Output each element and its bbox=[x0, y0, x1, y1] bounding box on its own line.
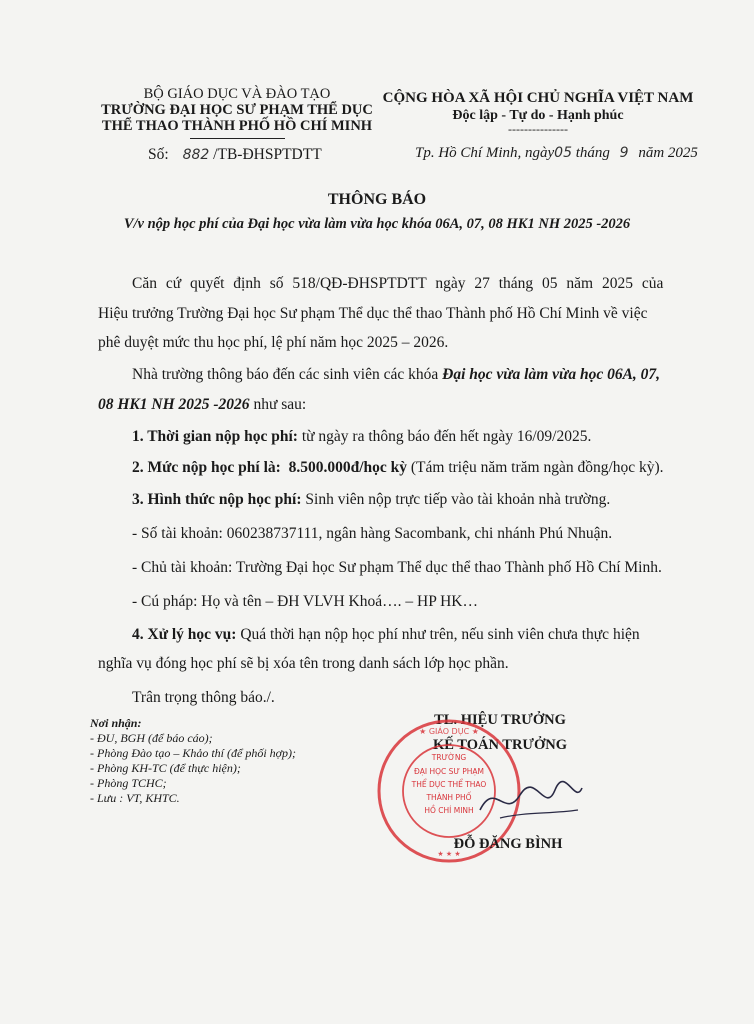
bullet-account-number: - Số tài khoản: 060238737111, ngân hàng Sacombank, chi nhánh Phú Nhuận. bbox=[132, 525, 613, 542]
bullet-syntax: - Cú pháp: Họ và tên – ĐH VLVH Khoá…. – HP HK… bbox=[132, 593, 479, 610]
item2-label: 2. Mức nộp học phí là: bbox=[132, 459, 281, 476]
handwritten-signature bbox=[470, 770, 590, 830]
country-name: CỘNG HÒA XÃ HỘI CHỦ NGHĨA VIỆT NAM bbox=[382, 90, 694, 106]
place-date-prefix: Tp. Hồ Chí Minh, ngày bbox=[415, 145, 555, 161]
number-suffix: /TB-ĐHSPTDTT bbox=[213, 146, 322, 163]
item1-text: từ ngày ra thông báo đến hết ngày 16/09/2025. bbox=[297, 428, 592, 445]
item1 bbox=[132, 428, 591, 446]
item4-line2: nghĩa vụ đóng học phí sẽ bị xóa tên trong danh sách lớp học phần. bbox=[98, 655, 509, 672]
signature-authority: TL. HIỆU TRƯỞNG bbox=[434, 712, 566, 728]
para1-line1: Căn cứ quyết định số 518/QĐ-ĐHSPTDTT ngày 27 tháng 05 năm 2025 của bbox=[132, 275, 664, 292]
item2 bbox=[132, 459, 664, 477]
item1-label: 1. Thời gian nộp học phí: bbox=[132, 428, 298, 445]
date-day: 05 bbox=[554, 145, 572, 161]
para2-line2-plain: như sau: bbox=[249, 396, 307, 413]
para2-line1-plain: Nhà trường thông báo đến các sinh viên các khóa bbox=[132, 366, 443, 383]
recipient-item: - ĐU, BGH (để báo cáo); bbox=[90, 731, 213, 745]
para2-line1-emph: Đại học vừa làm vừa học 06A, 07, bbox=[442, 366, 661, 383]
para1-line3: phê duyệt mức thu học phí, lệ phí năm học 2025 – 2026. bbox=[98, 334, 449, 351]
svg-text:★ ★ ★: ★ ★ ★ bbox=[437, 850, 461, 858]
item3 bbox=[132, 491, 610, 509]
item3-label: 3. Hình thức nộp học phí: bbox=[132, 491, 302, 508]
signatory-name: ĐỖ ĐĂNG BÌNH bbox=[453, 836, 563, 852]
date-year: năm 2025 bbox=[638, 145, 698, 161]
svg-text:HỒ CHÍ MINH: HỒ CHÍ MINH bbox=[424, 806, 474, 815]
number-label: Số: bbox=[148, 146, 169, 163]
para2-line1 bbox=[132, 366, 660, 384]
para1-line2: Hiệu trưởng Trường Đại học Sư phạm Thể dục thể thao Thành phố Hồ Chí Minh về việc bbox=[98, 305, 648, 322]
svg-text:★ GIÁO DỤC ★: ★ GIÁO DỤC ★ bbox=[419, 727, 479, 736]
document-subtitle: V/v nộp học phí của Đại học vừa làm vừa học khóa 06A, 07, 08 HK1 NH 2025 -2026 bbox=[123, 216, 631, 232]
recipients-heading: Nơi nhận: bbox=[90, 716, 142, 730]
motto-rule: --------------- bbox=[508, 122, 568, 136]
item4-text: Quá thời hạn nộp học phí như trên, nếu sinh viên chưa thực hiện bbox=[236, 626, 640, 643]
svg-text:THÀNH PHỐ: THÀNH PHỐ bbox=[426, 793, 472, 802]
item2-text: (Tám triệu năm trăm ngàn đồng/học kỳ). bbox=[407, 459, 664, 476]
closing-line: Trân trọng thông báo./. bbox=[132, 689, 275, 706]
national-motto: Độc lập - Tự do - Hạnh phúc bbox=[452, 108, 624, 123]
recipient-item: - Lưu : VT, KHTC. bbox=[90, 791, 180, 805]
item3-text: Sinh viên nộp trực tiếp vào tài khoản nhà trường. bbox=[301, 491, 611, 508]
signature-title: KẾ TOÁN TRƯỞNG bbox=[432, 737, 568, 753]
item4-line1 bbox=[132, 626, 640, 644]
para2-line2 bbox=[98, 396, 306, 414]
ministry-name: BỘ GIÁO DỤC VÀ ĐÀO TẠO bbox=[143, 86, 331, 102]
item2-amount: 8.500.000đ/học kỳ bbox=[280, 459, 408, 476]
school-name-line1: TRƯỜNG ĐẠI HỌC SƯ PHẠM THỂ DỤC bbox=[101, 102, 373, 118]
school-name-line2: THỂ THAO THÀNH PHỐ HỒ CHÍ MINH bbox=[101, 118, 373, 134]
header-left-rule bbox=[190, 138, 285, 139]
document-title: THÔNG BÁO bbox=[327, 191, 427, 208]
para2-line2-emph: 08 HK1 NH 2025 -2026 bbox=[98, 396, 250, 413]
date-month: 9 bbox=[619, 145, 629, 161]
document-number bbox=[148, 146, 322, 164]
recipient-item: - Phòng KH-TC (để thực hiện); bbox=[90, 761, 241, 775]
item4-label: 4. Xử lý học vụ: bbox=[132, 626, 237, 643]
bullet-account-owner: - Chủ tài khoản: Trường Đại học Sư phạm Thể dục thể thao Thành phố Hồ Chí Minh. bbox=[132, 559, 662, 576]
svg-text:TRƯỜNG: TRƯỜNG bbox=[431, 753, 467, 762]
recipient-item: - Phòng Đào tạo – Khảo thí (để phối hợp); bbox=[90, 746, 297, 760]
place-date bbox=[415, 145, 698, 162]
number-handwritten: 882 bbox=[182, 147, 210, 163]
svg-text:ĐẠI HỌC SƯ PHẠM: ĐẠI HỌC SƯ PHẠM bbox=[413, 767, 485, 776]
recipient-item: - Phòng TCHC; bbox=[90, 776, 167, 790]
svg-text:THỂ DỤC THỂ THAO: THỂ DỤC THỂ THAO bbox=[411, 780, 487, 789]
date-month-label: tháng bbox=[575, 145, 610, 161]
